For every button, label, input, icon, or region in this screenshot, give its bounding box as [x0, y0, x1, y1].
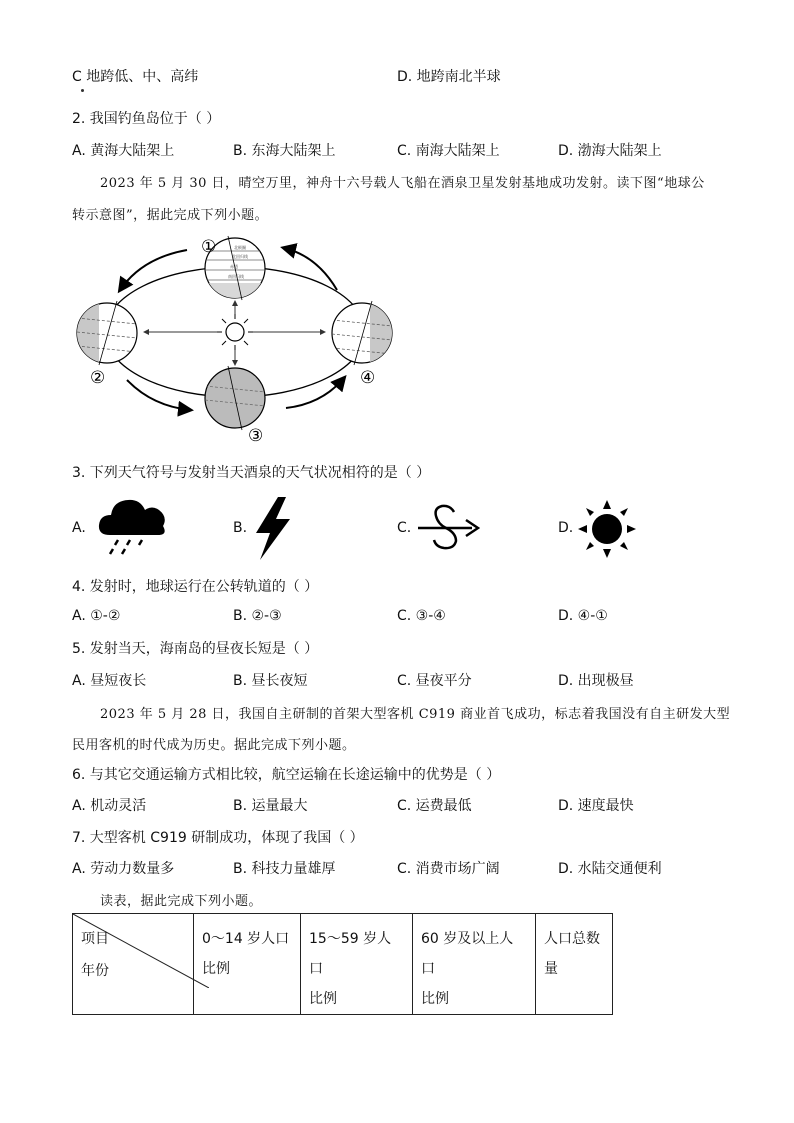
q5-option-d: D. 出现极昼 [558, 673, 634, 689]
earth-revolution-diagram [72, 228, 402, 450]
q5-option-a: A. 昼短夜长 [72, 673, 147, 689]
q3-option-b: B. [233, 520, 248, 536]
intro2-line2: 民用客机的时代成为历史。据此完成下列小题。 [72, 738, 356, 753]
q3-stem: 3. 下列天气符号与发射当天酒泉的天气状况相符的是（ ） [72, 465, 431, 481]
q3-option-d: D. [558, 520, 574, 536]
label-4: ④ [360, 368, 376, 388]
q7-stem: 7. 大型客机 C919 研制成功，体现了我国（ ） [72, 830, 364, 846]
q6-stem: 6. 与其它交通运输方式相比较，航空运输在长途运输中的优势是（ ） [72, 767, 501, 783]
globe-4 [332, 301, 392, 365]
table-header-age-0-14: 0～14 岁人口 比例 [194, 914, 301, 1015]
q4-stem: 4. 发射时，地球运行在公转轨道的（ ） [72, 579, 319, 595]
sun-icon [217, 314, 253, 350]
q1-option-d: D. 地跨南北半球 [397, 69, 501, 85]
q3-option-c: C. [397, 520, 412, 536]
table-header-row [73, 914, 613, 1015]
table-header-age-60-plus: 60 岁及以上人口 比例 [413, 914, 536, 1015]
q2-stem: 2. 我国钓鱼岛位于（ ） [72, 111, 221, 127]
label-1: ① [201, 237, 217, 257]
q7-option-d: D. 水陆交通便利 [558, 861, 662, 877]
q6-option-a: A. 机动灵活 [72, 798, 147, 814]
q5-option-b: B. 昼长夜短 [233, 673, 308, 689]
table-corner-cell [73, 914, 194, 1015]
q4-option-a: A. ①-② [72, 608, 121, 624]
globe-2 [77, 301, 137, 365]
q2-option-d: D. 渤海大陆架上 [558, 143, 662, 159]
wind-icon [416, 502, 480, 552]
intro1-line1: 2023 年 5 月 30 日，晴空万里，神舟十六号载人飞船在酒泉卫星发射基地成功发射。读下图“地球公 [100, 176, 705, 191]
table-header-total-population: 人口总数 量 [536, 914, 613, 1015]
q7-option-a: A. 劳动力数量多 [72, 861, 175, 877]
intro1-line2: 转示意图”，据此完成下列小题。 [72, 208, 269, 223]
q5-stem: 5. 发射当天，海南岛的昼夜长短是（ ） [72, 641, 319, 657]
corner-label-year: 年份 [81, 963, 109, 979]
q6-option-c: C. 运费最低 [397, 798, 472, 814]
q1-option-c: C 地跨低、中、高纬 [72, 69, 199, 85]
stray-dot [81, 89, 84, 92]
label-3: ③ [248, 426, 264, 446]
q4-option-b: B. ②-③ [233, 608, 282, 624]
table-header-age-15-59: 15～59 岁人口 比例 [301, 914, 413, 1015]
intro2-line1: 2023 年 5 月 28 日，我国自主研制的首架大型客机 C919 商业首飞成功，标志着我国没有自主研发大型 [100, 707, 731, 722]
q7-option-b: B. 科技力量雄厚 [233, 861, 336, 877]
label-2: ② [90, 368, 106, 388]
q2-option-c: C. 南海大陆架上 [397, 143, 500, 159]
corner-label-item: 项目 [81, 931, 109, 947]
rain-cloud-icon [96, 493, 170, 559]
q6-option-d: D. 速度最快 [558, 798, 634, 814]
q4-option-d: D. ④-① [558, 608, 608, 624]
svg-text:北极圈: 北极圈 [234, 245, 246, 250]
intro3-text: 读表，据此完成下列小题。 [100, 894, 263, 909]
q7-option-c: C. 消费市场广阔 [397, 861, 500, 877]
svg-text:北回归线: 北回归线 [232, 254, 248, 259]
q6-option-b: B. 运量最大 [233, 798, 308, 814]
lightning-icon [252, 497, 294, 561]
sunny-icon [578, 500, 636, 558]
q5-option-c: C. 昼夜平分 [397, 673, 472, 689]
population-table [72, 913, 613, 1015]
globe-3 [205, 366, 265, 430]
q2-option-b: B. 东海大陆架上 [233, 143, 336, 159]
q3-option-a: A. [72, 520, 86, 536]
svg-text:赤道: 赤道 [230, 264, 238, 269]
q2-option-a: A. 黄海大陆架上 [72, 143, 175, 159]
q4-option-c: C. ③-④ [397, 608, 446, 624]
svg-text:南回归线: 南回归线 [228, 274, 244, 279]
